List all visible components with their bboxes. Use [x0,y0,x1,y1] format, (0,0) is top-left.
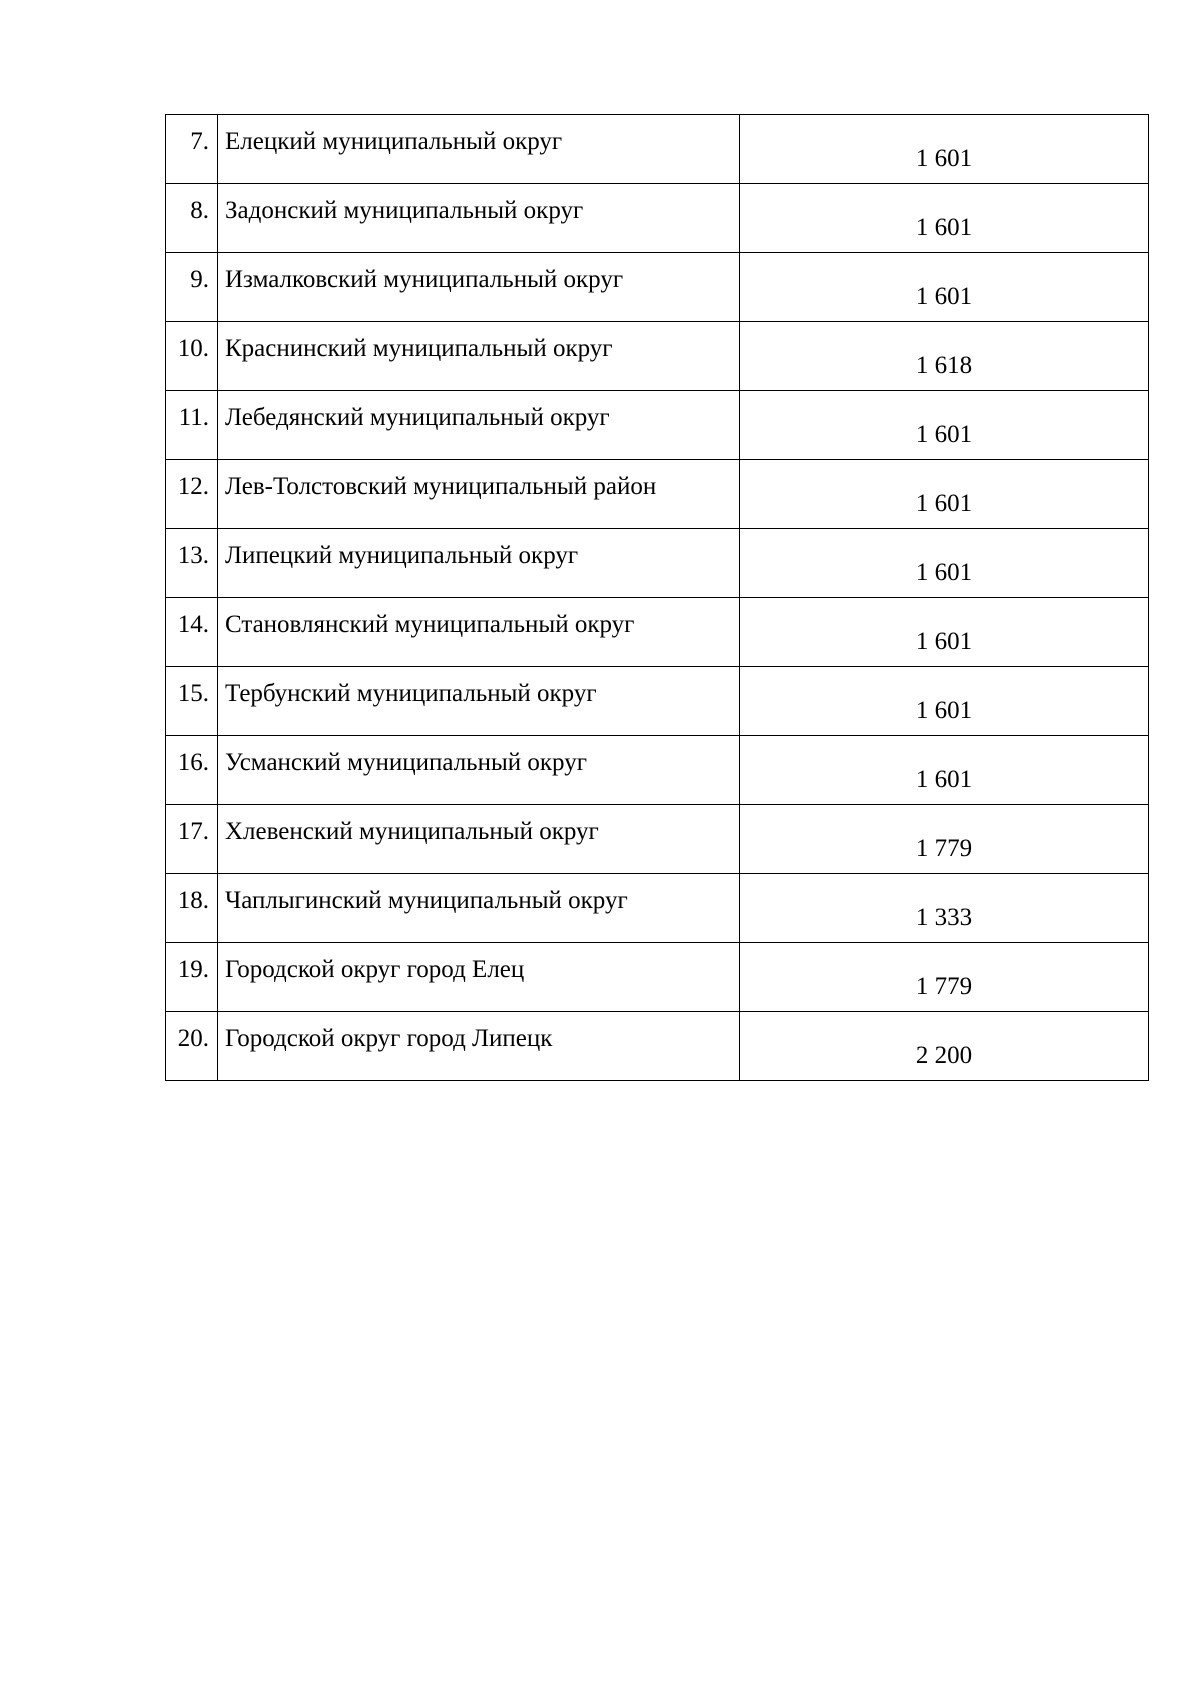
municipality-name: Чаплыгинский муниципальный округ [218,874,740,943]
row-number: 7. [166,115,218,184]
allocation-value: 1 601 [740,115,1149,184]
table-row [166,667,1149,736]
table-row [166,253,1149,322]
row-number: 14. [166,598,218,667]
municipality-name: Хлевенский муниципальный округ [218,805,740,874]
table-row [166,460,1149,529]
table-row [166,736,1149,805]
table-body [166,115,1149,1081]
allocation-value: 1 601 [740,460,1149,529]
allocation-value: 1 601 [740,598,1149,667]
table-row [166,115,1149,184]
table-row [166,598,1149,667]
allocation-table [165,114,1149,1081]
allocation-value: 1 601 [740,391,1149,460]
row-number: 10. [166,322,218,391]
row-number: 20. [166,1012,218,1081]
municipality-name: Становлянский муниципальный округ [218,598,740,667]
allocation-value: 1 601 [740,667,1149,736]
municipality-name: Тербунский муниципальный округ [218,667,740,736]
allocation-value: 1 601 [740,529,1149,598]
row-number: 11. [166,391,218,460]
municipality-name: Краснинский муниципальный округ [218,322,740,391]
table-row [166,391,1149,460]
table-row [166,874,1149,943]
municipality-name: Измалковский муниципальный округ [218,253,740,322]
row-number: 18. [166,874,218,943]
allocation-value: 2 200 [740,1012,1149,1081]
allocation-value: 1 333 [740,874,1149,943]
municipality-name: Лев-Толстовский муниципальный район [218,460,740,529]
allocation-value: 1 618 [740,322,1149,391]
municipality-name: Задонский муниципальный округ [218,184,740,253]
municipality-name: Елецкий муниципальный округ [218,115,740,184]
table-row [166,943,1149,1012]
municipality-name: Городской округ город Липецк [218,1012,740,1081]
table-row [166,805,1149,874]
allocation-value: 1 601 [740,253,1149,322]
allocation-value: 1 601 [740,184,1149,253]
table-row [166,184,1149,253]
row-number: 19. [166,943,218,1012]
row-number: 13. [166,529,218,598]
table-row [166,1012,1149,1081]
row-number: 12. [166,460,218,529]
row-number: 9. [166,253,218,322]
table-row [166,529,1149,598]
allocation-value: 1 779 [740,943,1149,1012]
municipality-name: Липецкий муниципальный округ [218,529,740,598]
municipality-name: Лебедянский муниципальный округ [218,391,740,460]
table-row [166,322,1149,391]
row-number: 15. [166,667,218,736]
row-number: 8. [166,184,218,253]
allocation-value: 1 779 [740,805,1149,874]
row-number: 17. [166,805,218,874]
municipality-name: Городской округ город Елец [218,943,740,1012]
row-number: 16. [166,736,218,805]
municipality-name: Усманский муниципальный округ [218,736,740,805]
allocation-value: 1 601 [740,736,1149,805]
